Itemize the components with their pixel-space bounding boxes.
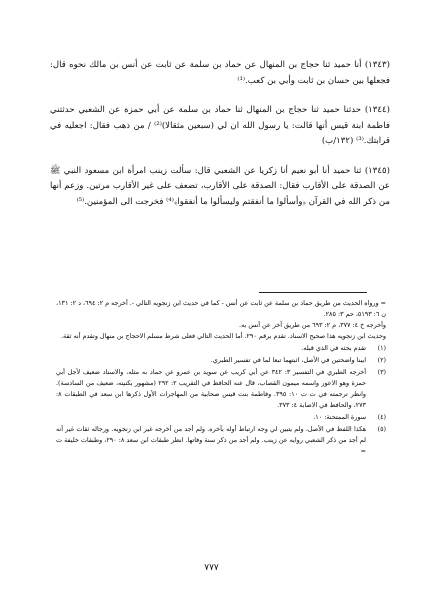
- footnote-continuation: وأخرجه خ ٤: ٣٧٧، م ٢: ٦٩٣ من طريق آخر عن أنس به.: [239, 321, 386, 329]
- footnote-continuation: = ورواه الحديث من طريق حماد بن سلمة عن ثابت عن أنس - كما في حديث ابن زنجويه التالي -. أخرجه م ٢: ٦٩٤، د ٢: ١٣١، ن ٦: ٥١٩٣، حم ٣: ٢٨٥.: [56, 299, 386, 318]
- footnote-text: هكذا اللفظ في الأصل، ولم يتبين لي وجه ارتباط أوله بآخره. ولم أجد من أخرجه غير ابن زنجويه. ورجاله ثقات غير أنه لم أجد من ذكر الشعبي روايه عن زينب. ولم أجد من ذكر سنة وفاتها. انظر طبقات ابن سعد ٨: ٢٩٠، وطبقات خليفة ت =: [56, 425, 366, 455]
- footnote-continuation: وحديث ابن زنجويه هذا صحيح الاسناد. تقدم برقم ٢٩٠. أما الحديث التالي فعلى شرط مسلم الاحجاج بن منهال وتقدم أنه ثقة.: [60, 332, 386, 340]
- footnote-number: (٣): [377, 368, 386, 376]
- footnotes: [56, 298, 386, 457]
- footnote-text: ايبنا واضحتين في الأصل، اثبتهما تبعا لما في تفسير الطبري.: [210, 356, 366, 364]
- footnote-number: (١): [377, 344, 386, 352]
- main-text: [50, 58, 390, 210]
- footnote-separator: [259, 292, 367, 293]
- footnote-number: (٥): [377, 425, 386, 433]
- hadith-entry-1343: (١٣٤٣) أنا حميد ثنا حجاج بن المنهال عن حماد بن سلمة عن ثابت عن أنس بن مالك نحوه قال: فجعلها بين حسان بن ثابت وأبي بن كعب.⁽¹⁾: [50, 60, 390, 86]
- footnote-3: [56, 367, 386, 411]
- footnote-text: تقدم بحثه في الذي قبله.: [301, 344, 366, 352]
- footnote-1: [56, 343, 386, 354]
- footnote-5: [56, 424, 386, 457]
- footnote-text: أخرجه الطبري في التفسير ٣: ٣٤٢ عن أبي كريب عن سويد بن عمرو عن حماد به مثله، والاسناد ضعيف لأجل أبي حمزة وهو الاعور واسمه ميمون القصاب، قال عنه الحافظ في التقريب ٢: ٢٩٢ (مشهور بكنيته، ضعيف من السادسة). وانظر ترجمته في ت ت ١٠: ٣٩٥. وفاطمة بنت قيس صحابية من المهاجرات الأول ذكرها ابن سعد في الطبقات ٨: ٢٧٣، والحافظ في الاصابة ٤: ٣٧٣.: [56, 368, 367, 409]
- hadith-entry-1344: (١٣٤٤) حدثنا حميد ثنا حجاج بن المنهال ثنا حماد بن سلمة عن أبي حمزة عن الشعبي حدثتني فاطمة ابنة قيس أنها قالت: يا رسول الله ان لي (سبعين مثقالا)⁽²⁾ / من ذهب فقال: اجعليه في قرابتك.⁽³⁾ (١٣٢/ب): [50, 105, 390, 146]
- footnote-text: سورة الممتحنة: ١٠.: [313, 413, 366, 421]
- page-number: ٧٧٧: [204, 563, 219, 573]
- footnote-number: (٢): [377, 356, 386, 364]
- footnote-2: [56, 355, 386, 366]
- hadith-entry-1345: (١٣٤٥) ثنا حميد أنا أبو نعيم أنا زكريا عن الشعبي قال: سألت زينب امرأة ابن مسعود النبي ﷺ عن الصدقة على الأقارب فقال: الصدقة على الأقارب، تضعف على غير الأقارب مرتين. وزعم أنها من ذكر الله في القرآن ﴿وأسألوا ما أنفقتم وليسألوا ما أنفقوا﴾⁽⁴⁾ فخرجت الى المؤمنين.⁽⁵⁾: [50, 165, 390, 207]
- footnote-4: [56, 412, 386, 423]
- footnote-number: (٤): [377, 413, 386, 421]
